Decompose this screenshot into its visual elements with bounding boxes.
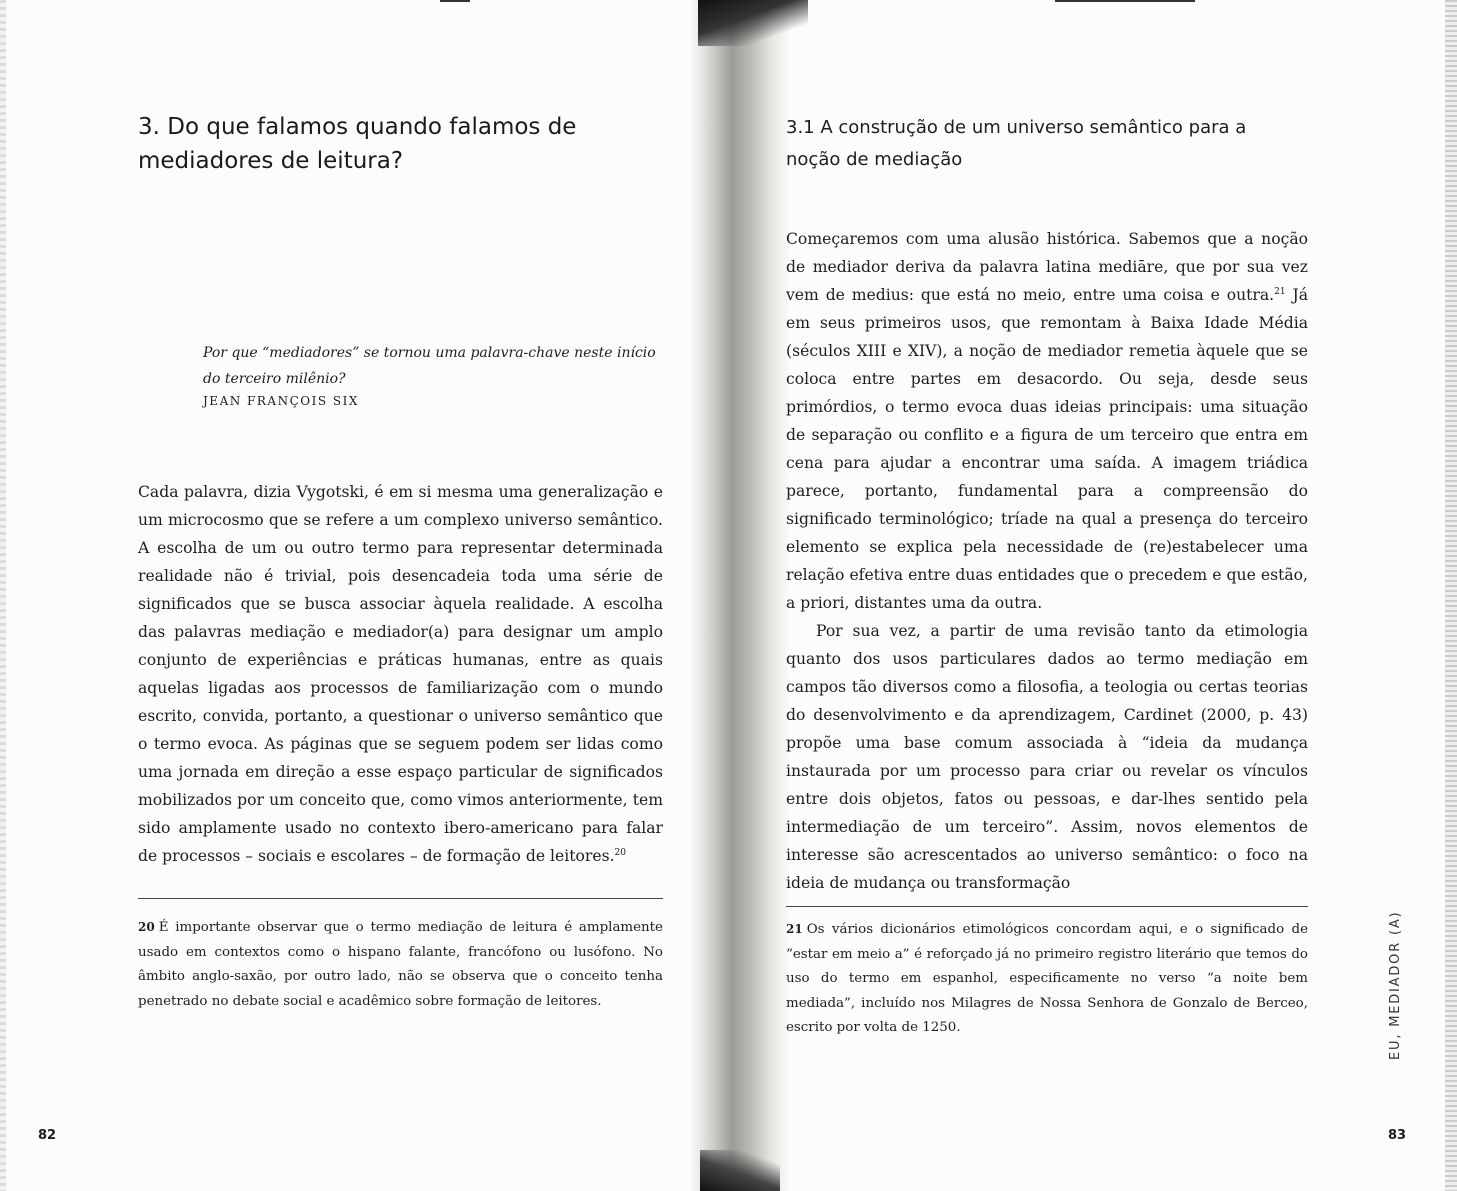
right-footnote-number: 21 — [786, 922, 803, 936]
left-footnote-rule — [138, 898, 663, 899]
epigraph-author: JEAN FRANÇOIS SIX — [203, 394, 359, 408]
left-paragraph — [138, 478, 663, 870]
right-paragraph-1-continued: Já em seus primeiros usos, que remontam à Baixa Idade Média (séculos XIII e XIV), a noção de mediador remetia àquele que se coloca entre partes em desacordo. Ou seja, desde seus primórdios, o termo evoca duas ideias principais: uma situação de separação ou conflito e a figura de um terceiro que entra em cena para ajudar a encontrar uma saída. A imagem triádica parece, portanto, fundamental para a compreensão do significado terminológico; tríade na qual a presença do terceiro elemento se explica pela necessidade de (re)estabelecer uma relação efetiva entre duas entidades que o precedem e que estão, a priori, distantes uma da outra. — [786, 286, 1308, 612]
left-page-number: 82 — [38, 1128, 57, 1143]
right-footnote-text: Os vários dicionários etimológicos concordam aqui, e o significado de “estar em meio a” é reforçado já no primeiro registro literário que temos do uso do termo em espanhol, especificamente no verso “a noite bem mediada”, incluído nos Milagres de Nossa Senhora de Gonzalo de Berceo, escrito por volta de 1250. — [786, 922, 1308, 1035]
chapter-title: 3. Do que falamos quando falamos de mediadores de leitura? — [138, 114, 577, 174]
top-edge-mark-left — [440, 0, 470, 2]
gutter-top-shadow — [698, 0, 808, 46]
section-title: 3.1 A construção de um universo semântico para a noção de mediação — [786, 117, 1247, 170]
running-head: EU, MEDIADOR (A) — [1388, 910, 1403, 1060]
gutter-bottom-shadow — [700, 1150, 780, 1191]
right-paragraph-2: Por sua vez, a partir de uma revisão tanto da etimologia quanto dos usos particulares dados ao termo mediação em campos tão diversos como a filosofia, a teologia ou certas teorias do desenvolvimento e da aprendizagem, Cardinet (2000, p. 43) propõe uma base comum associada à “ideia da mudança instaurada por um processo para criar ou revelar os vínculos entre dois objetos, fatos ou pessoas, e dar-lhes sentido pela intermediação de um terceiro”. Assim, novos elementos de interesse são acrescentados ao universo semântico: o foco na ideia de mudança ou transformação — [786, 622, 1308, 892]
left-body-text — [138, 478, 663, 870]
top-edge-mark-right — [1055, 0, 1195, 2]
right-paragraph-1 — [786, 225, 1308, 617]
epigraph — [203, 340, 663, 408]
right-footnote-rule — [786, 906, 1308, 907]
book-gutter-shadow — [690, 0, 790, 1191]
right-body-text — [786, 225, 1308, 897]
left-footnote-text: É importante observar que o termo mediação de leitura é amplamente usado em contextos como o hispano falante, francófono ou lusófono. No âmbito anglo-saxão, por outro lado, não se observa que o conceito tenha penetrado no debate social e acadêmico sobre formação de leitores. — [138, 920, 663, 1009]
left-footnote-number: 20 — [138, 920, 155, 934]
epigraph-quote: Por que “mediadores” se tornou uma palavra-chave neste início do terceiro milênio? — [203, 345, 656, 387]
left-page-edge — [0, 0, 6, 1191]
right-footnote — [786, 917, 1308, 1041]
footnote-ref-21: 21 — [1274, 286, 1286, 297]
right-page-edge — [1445, 0, 1457, 1191]
footnote-ref-20: 20 — [614, 847, 626, 858]
right-paragraph-1-text: Começaremos com uma alusão histórica. Sabemos que a noção de mediador deriva da palavra latina mediāre, que por sua vez vem de medius: que está no meio, entre uma coisa e outra. — [786, 230, 1308, 304]
left-footnote — [138, 915, 663, 1014]
left-paragraph-text: Cada palavra, dizia Vygotski, é em si mesma uma generalização e um microcosmo que se refere a um complexo universo semântico. A escolha de um ou outro termo para representar determinada realidade não é trivial, pois desencadeia toda uma série de significados que se busca associar àquela realidade. A escolha das palavras mediação e mediador(a) para designar um amplo conjunto de experiências e práticas humanas, entre as quais aquelas ligadas aos processos de familiarização com o mundo escrito, convida, portanto, a questionar o universo semântico que o termo evoca. As páginas que se seguem podem ser lidas como uma jornada em direção a esse espaço particular de significados mobilizados por um conceito que, como vimos anteriormente, tem sido amplamente usado no contexto ibero-americano para falar de processos – sociais e escolares – de formação de leitores. — [138, 483, 663, 865]
right-page-number: 83 — [1388, 1128, 1407, 1143]
